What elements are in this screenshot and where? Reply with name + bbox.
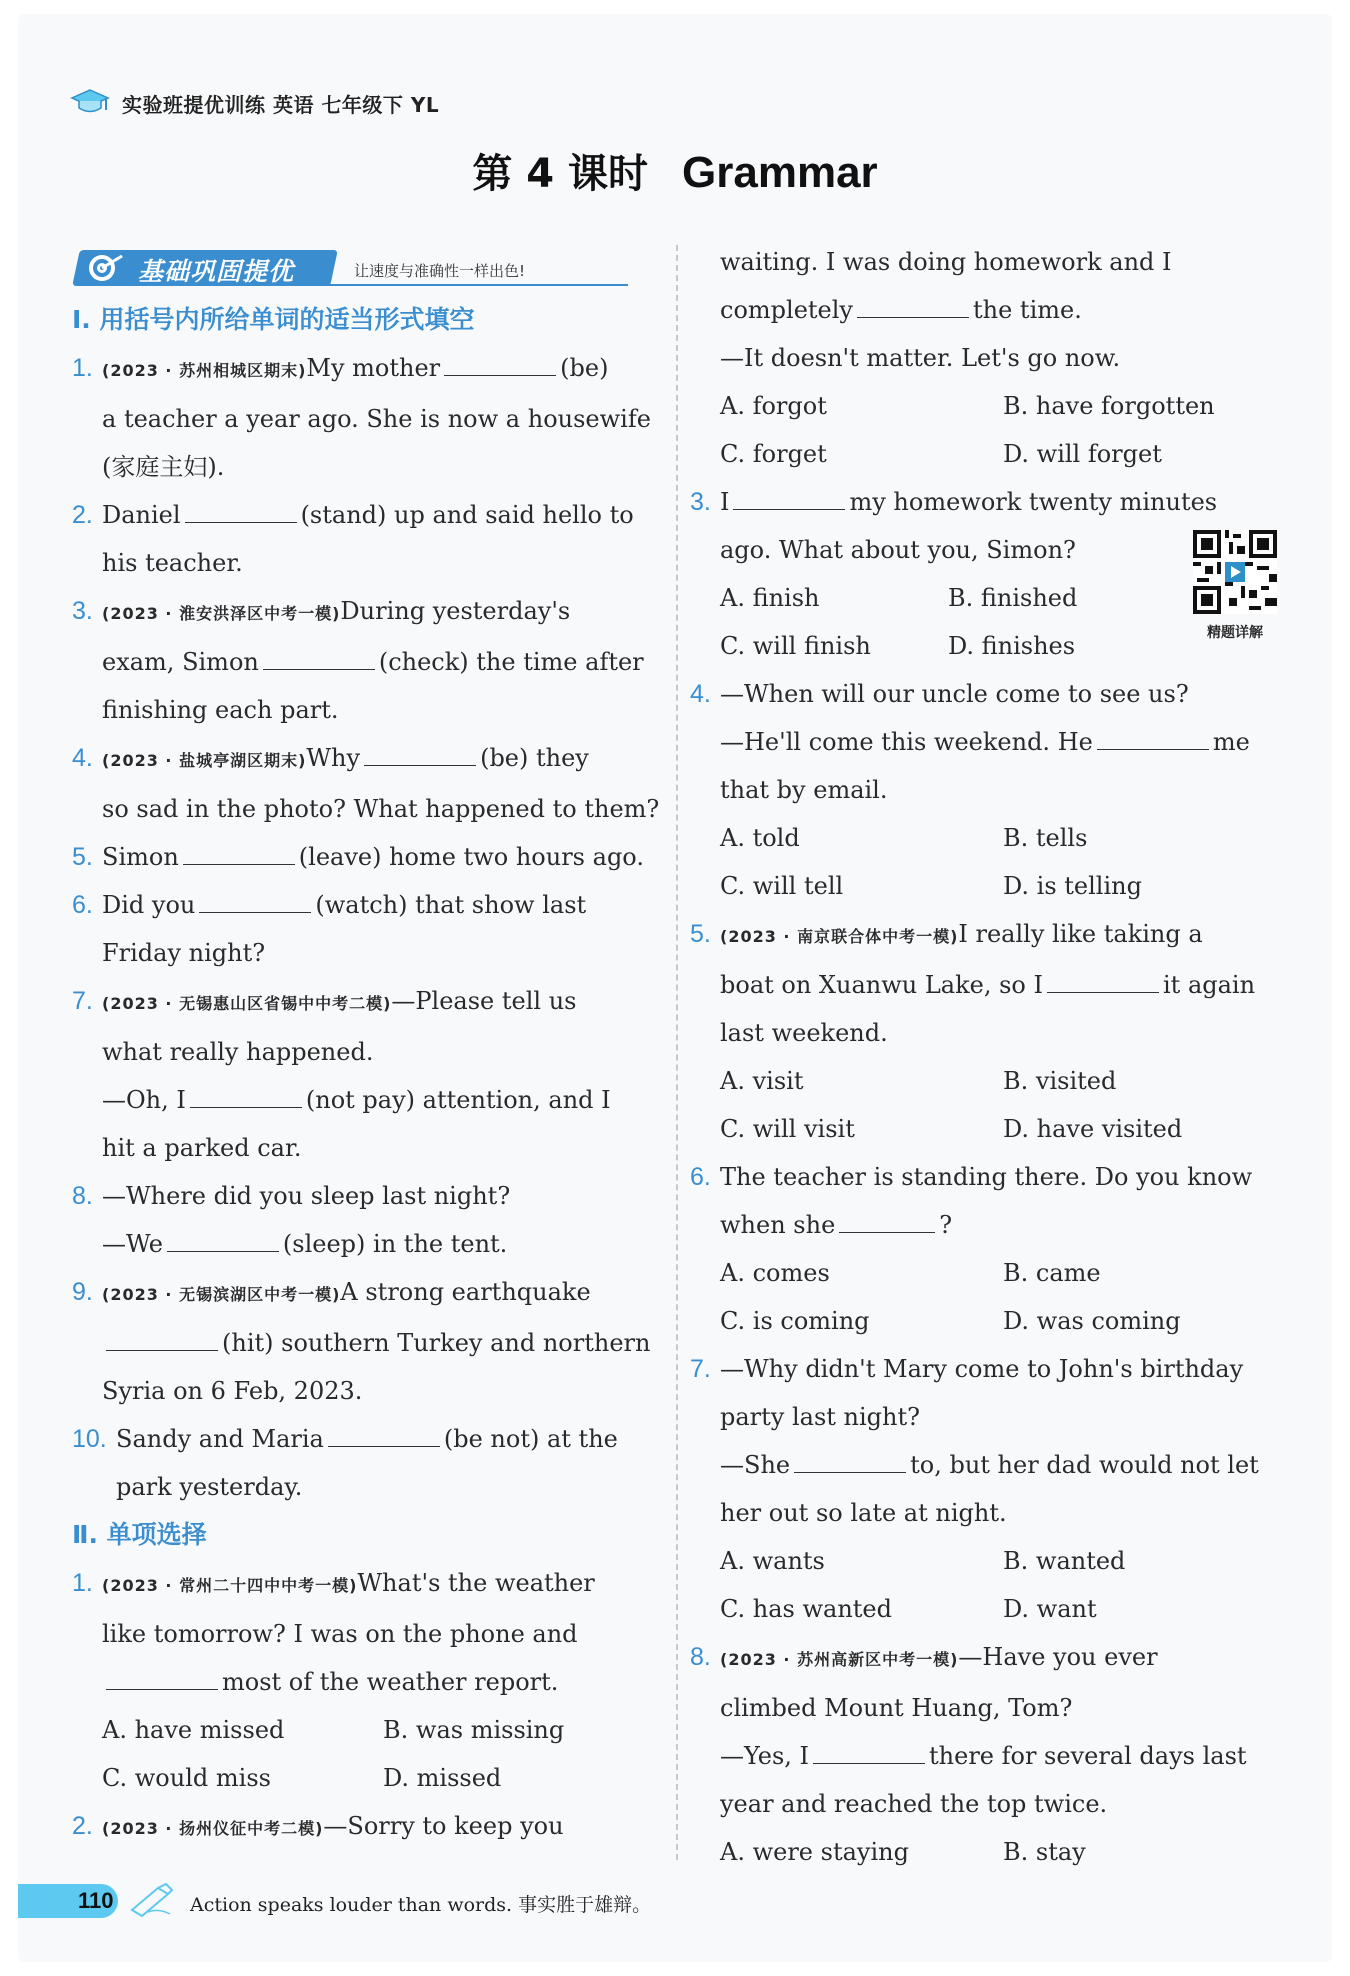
item-text: (not pay) attention, and I: [305, 1086, 611, 1114]
item-text: (be): [560, 354, 609, 382]
fill-item-3: [72, 587, 664, 734]
banner-title: 基础巩固提优: [138, 257, 295, 286]
item-text: —It doesn't matter. Let's go now.: [720, 344, 1121, 372]
choice-options-6: [690, 1249, 1286, 1345]
answer-blank[interactable]: [813, 1738, 925, 1764]
item-text: Did you: [102, 891, 196, 919]
item-text: ?: [939, 1211, 953, 1239]
item-text: her out so late at night.: [720, 1499, 1007, 1527]
item-text: so sad in the photo? What happened to them?: [102, 795, 660, 823]
item-text: completely: [720, 296, 853, 324]
item-text: (be not) at the: [443, 1425, 618, 1453]
answer-blank[interactable]: [1097, 724, 1209, 750]
item-number: 6.: [72, 891, 93, 919]
item-source: (2023 · 盐城亭湖区期末): [102, 751, 307, 770]
option-c[interactable]: C. has wanted: [720, 1595, 892, 1623]
choice-options-4: [690, 814, 1286, 910]
target-icon: [82, 252, 128, 284]
column-divider: [676, 245, 678, 1860]
choice-item-1: [72, 1559, 664, 1706]
section2-title: Ⅱ. 单项选择: [72, 1520, 207, 1549]
item-text: last weekend.: [720, 1019, 888, 1047]
item-text: (be) they: [480, 744, 589, 772]
option-d[interactable]: D. missed: [383, 1764, 502, 1792]
item-number: 8.: [72, 1182, 93, 1210]
item-text: —Where did you sleep last night?: [102, 1182, 511, 1210]
fill-item-2: [72, 491, 664, 587]
item-text: boat on Xuanwu Lake, so I: [720, 971, 1043, 999]
choice-options-8: [690, 1828, 1286, 1876]
motto: Action speaks louder than words. 事实胜于雄辩。: [190, 1894, 652, 1916]
option-c[interactable]: C. will visit: [720, 1115, 855, 1143]
qr-code-icon[interactable]: [1193, 530, 1277, 614]
item-text: a teacher a year ago. She is now a housewife: [102, 405, 651, 433]
qr-code-block[interactable]: [1190, 530, 1280, 642]
option-b[interactable]: B. visited: [1003, 1067, 1117, 1095]
item-text: —When will our uncle come to see us?: [720, 680, 1189, 708]
answer-blank[interactable]: [185, 497, 297, 523]
item-text: ago. What about you, Simon?: [720, 536, 1076, 564]
item-number: 10.: [72, 1425, 107, 1453]
item-text: I: [720, 488, 730, 516]
item-text: —Please tell us: [391, 987, 577, 1015]
answer-blank[interactable]: [839, 1207, 935, 1233]
item-text: my homework twenty minutes: [849, 488, 1218, 516]
item-number: 1.: [72, 1569, 93, 1597]
fill-item-7: [72, 977, 664, 1172]
answer-blank[interactable]: [183, 839, 295, 865]
option-b[interactable]: B. stay: [1003, 1838, 1086, 1866]
item-text: Syria on 6 Feb, 2023.: [102, 1377, 363, 1405]
item-text: when she: [720, 1211, 836, 1239]
item-text: —Yes, I: [720, 1742, 810, 1770]
item-text: his teacher.: [102, 549, 243, 577]
option-a[interactable]: A. have missed: [102, 1716, 285, 1744]
option-a[interactable]: A. finish: [720, 584, 820, 612]
item-text: —Sorry to keep you: [323, 1812, 564, 1840]
answer-blank[interactable]: [1047, 967, 1159, 993]
answer-blank[interactable]: [733, 484, 845, 510]
item-source: (2023 · 常州二十四中中考一模): [102, 1576, 358, 1595]
item-text: waiting. I was doing homework and I: [720, 248, 1172, 276]
fill-item-9: [72, 1268, 664, 1415]
option-d[interactable]: D. finishes: [948, 632, 1076, 660]
choice-item-2-continued: [690, 238, 1286, 382]
option-b[interactable]: B. was missing: [383, 1716, 565, 1744]
item-text: me: [1212, 728, 1250, 756]
item-number: 4.: [72, 744, 93, 772]
item-text: Simon: [102, 843, 179, 871]
banner-underline: [316, 284, 628, 286]
choice-item-6: [690, 1153, 1286, 1249]
item-number: 5.: [72, 843, 93, 871]
section-banner: [76, 250, 626, 288]
item-text: (hit) southern Turkey and northern: [222, 1329, 651, 1357]
choice-options-7: [690, 1537, 1286, 1633]
option-d[interactable]: D. was coming: [1003, 1307, 1181, 1335]
item-source: (2023 · 南京联合体中考一模): [720, 927, 959, 946]
choice-item-7: [690, 1345, 1286, 1537]
lesson-number: 第 4 课时: [472, 151, 648, 197]
item-text: party last night?: [720, 1403, 921, 1431]
item-number: 5.: [690, 920, 711, 948]
option-b[interactable]: B. wanted: [1003, 1547, 1126, 1575]
item-text: to, but her dad would not let: [910, 1451, 1259, 1479]
item-text: My mother: [306, 354, 441, 382]
item-text: —Why didn't Mary come to John's birthday: [720, 1355, 1244, 1383]
fill-item-4: [72, 734, 664, 833]
item-text: (watch) that show last: [315, 891, 587, 919]
option-a[interactable]: A. were staying: [720, 1838, 909, 1866]
item-text: —We: [102, 1230, 163, 1258]
item-number: 3.: [72, 597, 93, 625]
book-title: 实验班提优训练 英语 七年级下 YL: [122, 92, 440, 117]
pencil-doodle-icon: [128, 1882, 184, 1920]
choice-options-1: [72, 1706, 664, 1802]
option-b[interactable]: B. have forgotten: [1003, 392, 1215, 420]
answer-blank[interactable]: [857, 292, 969, 318]
item-text: hit a parked car.: [102, 1134, 302, 1162]
item-number: 2.: [72, 501, 93, 529]
answer-blank[interactable]: [190, 1082, 302, 1108]
item-text: climbed Mount Huang, Tom?: [720, 1694, 1073, 1722]
answer-blank[interactable]: [263, 644, 375, 670]
option-a[interactable]: A. visit: [720, 1067, 804, 1095]
option-c[interactable]: C. is coming: [720, 1307, 870, 1335]
item-text: what really happened.: [102, 1038, 374, 1066]
option-b[interactable]: B. finished: [948, 584, 1078, 612]
option-c[interactable]: C. would miss: [102, 1764, 271, 1792]
item-text: there for several days last: [929, 1742, 1247, 1770]
right-column: [690, 238, 1286, 1876]
item-source: (2023 · 苏州相城区期末): [102, 361, 307, 380]
fill-item-8: [72, 1172, 664, 1268]
item-text: —She: [720, 1451, 791, 1479]
item-number: 1.: [72, 354, 93, 382]
fill-item-10: [72, 1415, 664, 1511]
item-source: (2023 · 无锡滨湖区中考一模): [102, 1285, 341, 1304]
choice-item-5: [690, 910, 1286, 1057]
page-title: [0, 142, 1350, 199]
item-text: (家庭主妇).: [102, 453, 225, 481]
option-a[interactable]: A. told: [720, 824, 800, 852]
item-source: (2023 · 扬州仪征中考二模): [102, 1819, 324, 1838]
answer-blank[interactable]: [199, 887, 311, 913]
item-text: finishing each part.: [102, 696, 339, 724]
option-c[interactable]: C. will tell: [720, 872, 844, 900]
item-text: What's the weather: [357, 1569, 595, 1597]
item-text: Daniel: [102, 501, 181, 529]
item-number: 4.: [690, 680, 711, 708]
fill-item-5: [72, 833, 664, 881]
item-text: —Have you ever: [958, 1643, 1158, 1671]
item-source: (2023 · 无锡惠山区省锡中中考二模): [102, 994, 392, 1013]
banner-subtitle: 让速度与准确性一样出色!: [354, 262, 526, 280]
option-c[interactable]: C. forget: [720, 440, 827, 468]
book-header: [70, 88, 439, 118]
option-b[interactable]: B. came: [1003, 1259, 1101, 1287]
item-text: The teacher is standing there. Do you know: [720, 1163, 1253, 1191]
item-number: 7.: [690, 1355, 711, 1383]
answer-blank[interactable]: [794, 1447, 906, 1473]
answer-blank[interactable]: [444, 350, 556, 376]
choice-item-8: [690, 1633, 1286, 1828]
section1-title: Ⅰ. 用括号内所给单词的适当形式填空: [72, 305, 475, 334]
item-text: (stand) up and said hello to: [300, 501, 634, 529]
option-d[interactable]: D. will forget: [1003, 440, 1162, 468]
item-text: the time.: [972, 296, 1082, 324]
option-d[interactable]: D. is telling: [1003, 872, 1142, 900]
item-text: Friday night?: [102, 939, 266, 967]
lesson-topic: Grammar: [682, 148, 878, 197]
option-b[interactable]: B. tells: [1003, 824, 1088, 852]
option-c[interactable]: C. will finish: [720, 632, 871, 660]
qr-label: 精题详解: [1207, 625, 1263, 641]
item-text: most of the weather report.: [222, 1668, 559, 1696]
answer-blank[interactable]: [106, 1664, 218, 1690]
item-number: 7.: [72, 987, 93, 1015]
choice-item-2: [72, 1802, 664, 1853]
item-text: I really like taking a: [958, 920, 1203, 948]
item-text: A strong earthquake: [340, 1278, 591, 1306]
answer-blank[interactable]: [106, 1325, 218, 1351]
item-text: (check) the time after: [378, 648, 644, 676]
item-text: (leave) home two hours ago.: [298, 843, 644, 871]
item-text: it again: [1163, 971, 1256, 999]
item-number: 8.: [690, 1643, 711, 1671]
fill-item-6: [72, 881, 664, 977]
left-column: [72, 296, 664, 1853]
item-number: 3.: [690, 488, 711, 516]
item-text: —Oh, I: [102, 1086, 186, 1114]
item-text: park yesterday.: [116, 1473, 303, 1501]
item-number: 2.: [72, 1812, 93, 1840]
item-number: 6.: [690, 1163, 711, 1191]
item-text: that by email.: [720, 776, 888, 804]
option-a[interactable]: A. wants: [720, 1547, 825, 1575]
item-text: During yesterday's: [340, 597, 571, 625]
choice-item-4: [690, 670, 1286, 814]
option-d[interactable]: D. want: [1003, 1595, 1097, 1623]
choice-options-2: [690, 382, 1286, 478]
item-text: year and reached the top twice.: [720, 1790, 1108, 1818]
page-number: 110: [18, 1884, 118, 1918]
item-text: exam, Simon: [102, 648, 259, 676]
option-d[interactable]: D. have visited: [1003, 1115, 1183, 1143]
item-source: (2023 · 苏州高新区中考一模): [720, 1650, 959, 1669]
page-footer: [18, 1880, 1332, 1924]
item-text: Sandy and Maria: [116, 1425, 324, 1453]
graduation-cap-icon: [70, 88, 110, 118]
answer-blank[interactable]: [364, 740, 476, 766]
answer-blank[interactable]: [328, 1421, 440, 1447]
item-number: 9.: [72, 1278, 93, 1306]
item-text: —He'll come this weekend. He: [720, 728, 1093, 756]
item-text: Why: [306, 744, 361, 772]
answer-blank[interactable]: [167, 1226, 279, 1252]
item-text: (sleep) in the tent.: [282, 1230, 508, 1258]
option-a[interactable]: A. comes: [720, 1259, 830, 1287]
item-text: like tomorrow? I was on the phone and: [102, 1620, 578, 1648]
fill-item-1: [72, 344, 664, 491]
item-source: (2023 · 淮安洪泽区中考一模): [102, 604, 341, 623]
choice-options-5: [690, 1057, 1286, 1153]
option-a[interactable]: A. forgot: [720, 392, 827, 420]
